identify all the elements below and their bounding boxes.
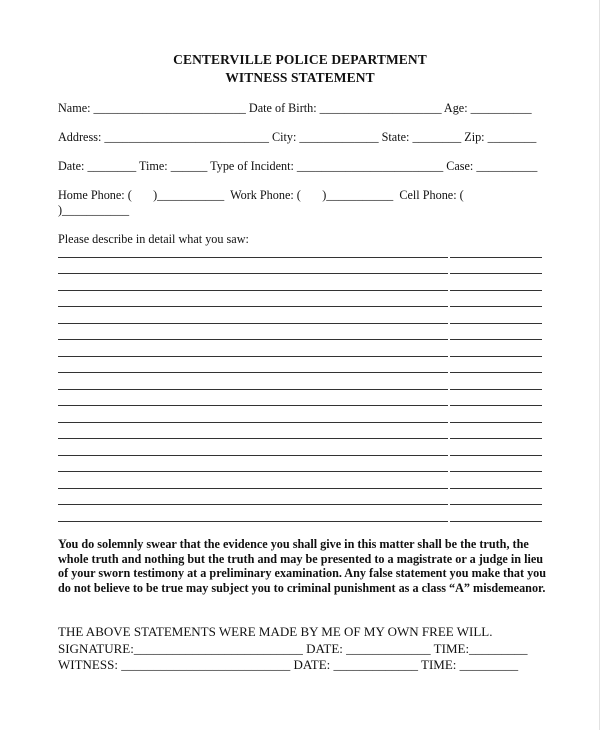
form-title: WITNESS STATEMENT: [225, 70, 375, 85]
name-dob-age-fields[interactable]: Name: _________________________ Date of Birth: ____________________ Age: __________: [58, 101, 532, 115]
description-line[interactable]: [58, 339, 542, 340]
description-line[interactable]: [58, 290, 542, 291]
description-line[interactable]: [58, 389, 542, 390]
phone-fields[interactable]: Home Phone: ( )___________ Work Phone: ( )___________ Cell Phone: (: [58, 188, 464, 202]
description-line[interactable]: [58, 273, 542, 274]
description-line[interactable]: [58, 471, 542, 472]
description-line[interactable]: [58, 504, 542, 505]
date-incident-fields[interactable]: Date: ________ Time: ______ Type of Incident: ________________________ Case: __________: [58, 159, 538, 173]
department-name: CENTERVILLE POLICE DEPARTMENT: [173, 52, 427, 67]
description-line[interactable]: [58, 422, 542, 423]
description-line[interactable]: [58, 306, 542, 307]
cell-phone-continuation[interactable]: )___________: [58, 203, 130, 217]
free-will-declaration: THE ABOVE STATEMENTS WERE MADE BY ME OF MY OWN FREE WILL.: [58, 624, 493, 639]
oath-statement: You do solemnly swear that the evidence you shall give in this matter shall be the truth, the whole truth and nothing but the truth and may be presented to a magistrate or a judge in lieu of your sworn testimony at a preliminary examination. Any false statement you make that you do not believe to be true may subject you to criminal punishment as a class “A” misdemeanor.: [58, 537, 547, 595]
description-line[interactable]: [58, 257, 542, 258]
description-line[interactable]: [58, 356, 542, 357]
description-line[interactable]: [58, 405, 542, 406]
description-line[interactable]: [58, 323, 542, 324]
signature-date-time-line[interactable]: SIGNATURE:__________________________ DATE: _____________ TIME:_________: [58, 641, 528, 656]
description-line[interactable]: [58, 488, 542, 489]
description-line[interactable]: [58, 455, 542, 456]
witness-date-time-line[interactable]: WITNESS: __________________________ DATE: _____________ TIME: _________: [58, 657, 519, 672]
description-line[interactable]: [58, 438, 542, 439]
description-line[interactable]: [58, 372, 542, 373]
describe-prompt: Please describe in detail what you saw:: [58, 232, 249, 246]
address-fields[interactable]: Address: ___________________________ City: _____________ State: ________ Zip: ________: [58, 130, 537, 144]
description-line[interactable]: [58, 521, 542, 522]
